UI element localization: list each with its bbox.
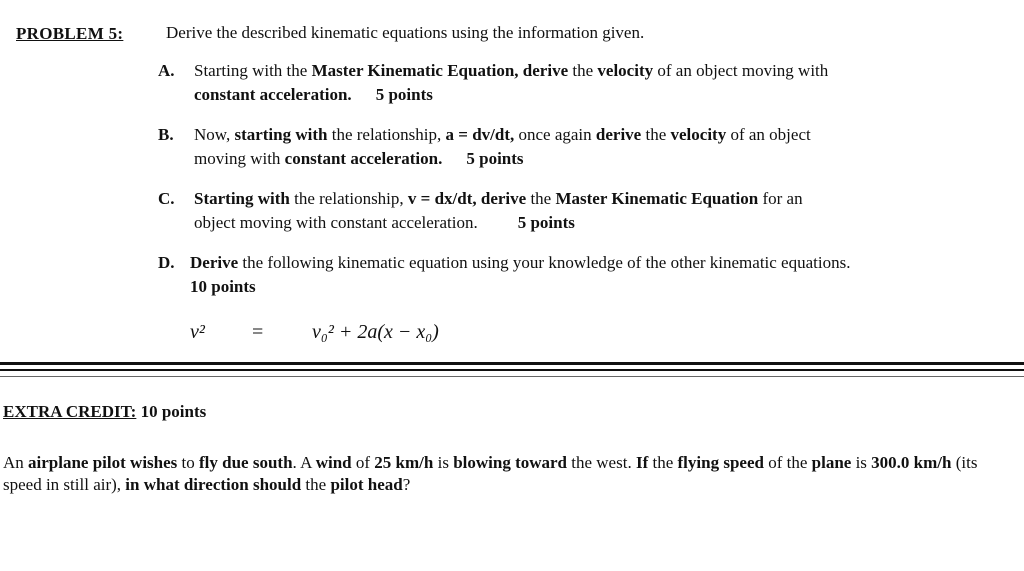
text-segment-bold: a = dv/dt, — [445, 125, 515, 144]
text-segment-bold: Master Kinematic Equation, derive — [311, 61, 569, 80]
divider-line — [0, 369, 1024, 371]
text-segment: for an — [758, 189, 803, 208]
text-segment: (its speed in still air), — [3, 453, 978, 494]
text-segment-bold: flying speed — [677, 453, 764, 472]
points-label: 5 points — [466, 149, 524, 168]
text-segment-bold: derive — [595, 125, 642, 144]
text-segment: is — [433, 453, 454, 472]
text-segment: the relationship, — [327, 125, 446, 144]
text-segment: the — [568, 61, 598, 80]
text-segment-bold: fly due south — [199, 453, 293, 472]
text-segment-bold: constant acceleration. — [194, 85, 352, 104]
text-segment: of an object — [726, 125, 811, 144]
divider-line — [0, 376, 1024, 377]
item-body — [194, 59, 1008, 107]
points-label: 5 points — [375, 85, 433, 104]
item-letter: B. — [158, 125, 174, 144]
text-segment-bold: blowing toward — [453, 453, 568, 472]
kinematic-equation — [190, 320, 439, 344]
item-body — [194, 123, 1008, 171]
text-segment: is — [851, 453, 872, 472]
text-segment-bold: plane — [811, 453, 852, 472]
text-segment: of — [351, 453, 375, 472]
text-segment: An — [3, 453, 29, 472]
text-segment: of the — [763, 453, 812, 472]
item-a — [158, 59, 1008, 107]
item-body — [190, 251, 1008, 299]
text-segment-bold: Starting with — [194, 189, 290, 208]
problem-intro: Derive the described kinematic equations using the information given. — [166, 23, 645, 42]
text-segment: the — [648, 453, 678, 472]
extra-credit-points: 10 points — [140, 402, 207, 421]
equation-rhs: v₀² + 2a(x − x₀) — [312, 321, 439, 343]
text-segment: . A — [292, 453, 316, 472]
extra-credit-question — [3, 452, 1003, 496]
text-segment: Now, — [194, 125, 235, 144]
text-segment: the relationship, — [289, 189, 408, 208]
problem-label: PROBLEM 5: — [16, 24, 124, 43]
text-segment: the — [301, 475, 331, 494]
text-segment-bold: starting with — [234, 125, 328, 144]
text-segment-bold: constant acceleration. — [284, 149, 443, 168]
text-segment: the — [526, 189, 556, 208]
divider-line — [0, 362, 1024, 365]
item-letter: A. — [158, 61, 175, 80]
text-segment-bold: velocity — [670, 125, 727, 144]
equation-lhs: v² — [190, 321, 205, 343]
text-segment-bold: Derive — [190, 253, 239, 272]
extra-credit-heading — [3, 400, 206, 424]
text-segment-bold: Master Kinematic Equation — [555, 189, 759, 208]
text-segment-bold: v = dx/dt, derive — [407, 189, 527, 208]
extra-credit-label: EXTRA CREDIT: — [3, 402, 137, 421]
text-segment-bold: pilot head — [330, 475, 403, 494]
text-segment-bold: wind — [315, 453, 352, 472]
text-segment-bold: velocity — [597, 61, 654, 80]
text-segment: the following kinematic equation using your knowledge of the other kinematic equations. — [238, 253, 851, 272]
text-segment: object moving with constant acceleration. — [194, 213, 478, 232]
points-label: 5 points — [517, 213, 575, 232]
text-segment: the — [641, 125, 671, 144]
text-segment: moving with — [194, 149, 285, 168]
item-b — [158, 123, 1008, 171]
equation-equals: = — [252, 321, 264, 343]
text-segment-bold: 300.0 km/h — [871, 453, 952, 472]
text-segment: of an object moving with — [653, 61, 829, 80]
item-body — [194, 187, 1008, 235]
text-segment-bold: in what direction should — [125, 475, 302, 494]
points-label: 10 points — [190, 277, 256, 296]
item-d — [158, 251, 1008, 299]
text-segment: the west. — [567, 453, 636, 472]
item-c — [158, 187, 1008, 235]
text-segment: to — [177, 453, 200, 472]
item-letter: C. — [158, 189, 175, 208]
text-segment: once again — [514, 125, 596, 144]
text-segment-bold: 25 km/h — [374, 453, 434, 472]
item-letter: D. — [158, 253, 175, 272]
text-segment-bold: If — [635, 453, 649, 472]
text-segment-bold: airplane pilot wishes — [28, 453, 178, 472]
text-segment: Starting with the — [194, 61, 312, 80]
text-segment: ? — [402, 475, 411, 494]
